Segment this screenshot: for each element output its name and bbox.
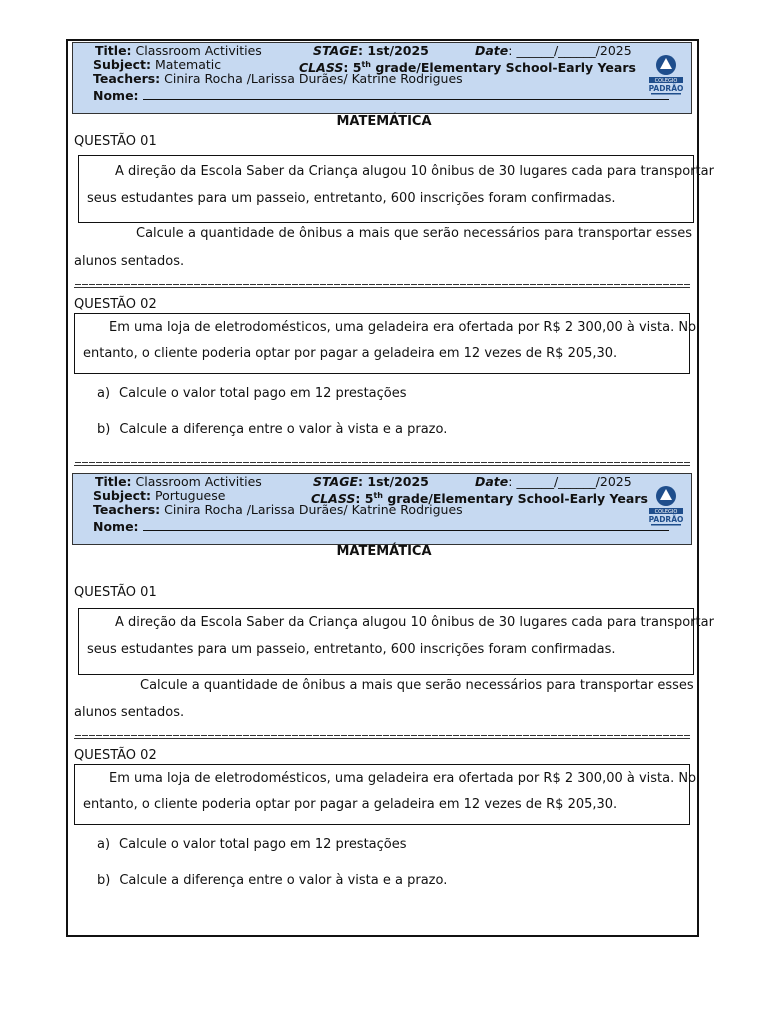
class-value: : 5 bbox=[355, 491, 374, 507]
question-2-statement-line2: entanto, o cliente poderia optar por pagar a geladeira em 12 vezes de R$ 205,30. bbox=[83, 346, 618, 361]
title-label: Title: bbox=[95, 43, 132, 58]
question-1-prompt-line2: alunos sentados. bbox=[74, 705, 185, 720]
name-input-line[interactable] bbox=[143, 88, 669, 100]
question-1-prompt-line2: alunos sentados. bbox=[74, 254, 185, 269]
name-row bbox=[93, 519, 669, 535]
item-b-marker: b) bbox=[97, 873, 111, 888]
question-2-box bbox=[74, 764, 697, 825]
question-1-statement-line2: seus estudantes para um passeio, entretanto, 600 inscrições foram confirmadas. bbox=[87, 642, 616, 657]
school-logo-icon bbox=[647, 53, 685, 97]
item-a-marker: a) bbox=[97, 837, 111, 852]
item-a-text: Calcule o valor total pago em 12 prestações bbox=[119, 386, 407, 401]
separator bbox=[74, 461, 690, 468]
name-input-line[interactable] bbox=[143, 519, 669, 531]
subject-label: Subject: bbox=[93, 57, 151, 72]
date-field bbox=[475, 475, 632, 490]
item-a bbox=[97, 386, 407, 401]
date-value: : ______/______/2025 bbox=[508, 474, 632, 489]
date-label: Date bbox=[475, 43, 509, 58]
subject-value: Matematic bbox=[154, 57, 222, 72]
item-a-marker: a) bbox=[97, 386, 111, 401]
name-row bbox=[93, 88, 669, 104]
question-1-box bbox=[78, 608, 714, 675]
class-sup: th bbox=[373, 491, 383, 500]
item-b-text: Calcule a diferença entre o valor à vista e a prazo. bbox=[119, 873, 448, 888]
school-logo-icon bbox=[647, 484, 685, 528]
class-value-rest: grade/Elementary School-Early Years bbox=[382, 491, 648, 507]
item-b-marker: b) bbox=[97, 422, 111, 437]
class-sup: th bbox=[361, 60, 371, 69]
section-title: MATEMÁTICA bbox=[336, 544, 432, 559]
separator bbox=[74, 734, 690, 741]
logo-text-bottom: PADRÃO bbox=[648, 84, 684, 93]
stage-label: STAGE bbox=[313, 43, 359, 58]
class-label: CLASS bbox=[299, 60, 344, 76]
question-2-statement-line1: Em uma loja de eletrodomésticos, uma geladeira era ofertada por R$ 2 300,00 à vista. No bbox=[109, 771, 697, 786]
worksheet-header bbox=[72, 473, 692, 545]
teachers-row bbox=[93, 503, 463, 518]
question-2-statement-line2: entanto, o cliente poderia optar por pagar a geladeira em 12 vezes de R$ 205,30. bbox=[83, 797, 618, 812]
question-1-statement-line1: A direção da Escola Saber da Criança alugou 10 ônibus de 30 lugares cada para transportar bbox=[115, 615, 714, 630]
title-value: Classroom Activities bbox=[135, 43, 262, 58]
class-value-rest: grade/Elementary School-Early Years bbox=[370, 60, 636, 76]
teachers-label: Teachers: bbox=[93, 71, 161, 86]
item-a-text: Calcule o valor total pago em 12 prestações bbox=[119, 837, 407, 852]
title-label: Title: bbox=[95, 474, 132, 489]
question-2-label: QUESTÃO 02 bbox=[74, 297, 157, 312]
teachers-value: Cinira Rocha /Larissa Durães/ Katrine Rodrigues bbox=[164, 502, 463, 517]
logo-text-bottom: PADRÃO bbox=[648, 515, 684, 524]
question-1-prompt-line1: Calcule a quantidade de ônibus a mais que serão necessários para transportar esses bbox=[136, 226, 692, 241]
question-2-label: QUESTÃO 02 bbox=[74, 748, 157, 763]
section-title: MATEMÁTICA bbox=[336, 114, 432, 129]
question-1-label: QUESTÃO 01 bbox=[74, 134, 157, 149]
worksheet-header bbox=[72, 42, 692, 114]
date-label: Date bbox=[475, 474, 509, 489]
logo-text-top: COLEGIO bbox=[654, 509, 678, 515]
question-1-statement-line2: seus estudantes para um passeio, entretanto, 600 inscrições foram confirmadas. bbox=[87, 191, 616, 206]
name-label: Nome: bbox=[93, 519, 139, 534]
teachers-label: Teachers: bbox=[93, 502, 161, 517]
date-value: : ______/______/2025 bbox=[508, 43, 632, 58]
logo-text-top: COLEGIO bbox=[654, 78, 678, 84]
item-a bbox=[97, 837, 407, 852]
item-b-text: Calcule a diferença entre o valor à vista e a prazo. bbox=[119, 422, 448, 437]
teachers-value: Cinira Rocha /Larissa Durães/ Katrine Rodrigues bbox=[164, 71, 463, 86]
stage-label: STAGE bbox=[313, 474, 359, 489]
question-1-box bbox=[78, 155, 714, 223]
stage-field bbox=[313, 475, 429, 490]
item-b bbox=[97, 873, 447, 888]
class-label: CLASS bbox=[311, 491, 356, 507]
subject-label: Subject: bbox=[93, 488, 151, 503]
class-value: : 5 bbox=[343, 60, 362, 76]
date-field bbox=[475, 44, 632, 59]
stage-value: : 1st/2025 bbox=[358, 43, 429, 58]
item-b bbox=[97, 422, 447, 437]
separator bbox=[74, 283, 690, 290]
question-2-box bbox=[74, 313, 697, 374]
title-value: Classroom Activities bbox=[135, 474, 262, 489]
teachers-row bbox=[93, 72, 463, 87]
stage-field bbox=[313, 44, 429, 59]
question-2-statement-line1: Em uma loja de eletrodomésticos, uma geladeira era ofertada por R$ 2 300,00 à vista. No bbox=[109, 320, 697, 335]
question-1-statement-line1: A direção da Escola Saber da Criança alugou 10 ônibus de 30 lugares cada para transportar bbox=[115, 164, 714, 179]
subject-value: Portuguese bbox=[154, 488, 226, 503]
name-label: Nome: bbox=[93, 88, 139, 103]
question-1-label: QUESTÃO 01 bbox=[74, 585, 157, 600]
question-1-prompt-line1: Calcule a quantidade de ônibus a mais que serão necessários para transportar esses bbox=[140, 678, 694, 693]
stage-value: : 1st/2025 bbox=[358, 474, 429, 489]
